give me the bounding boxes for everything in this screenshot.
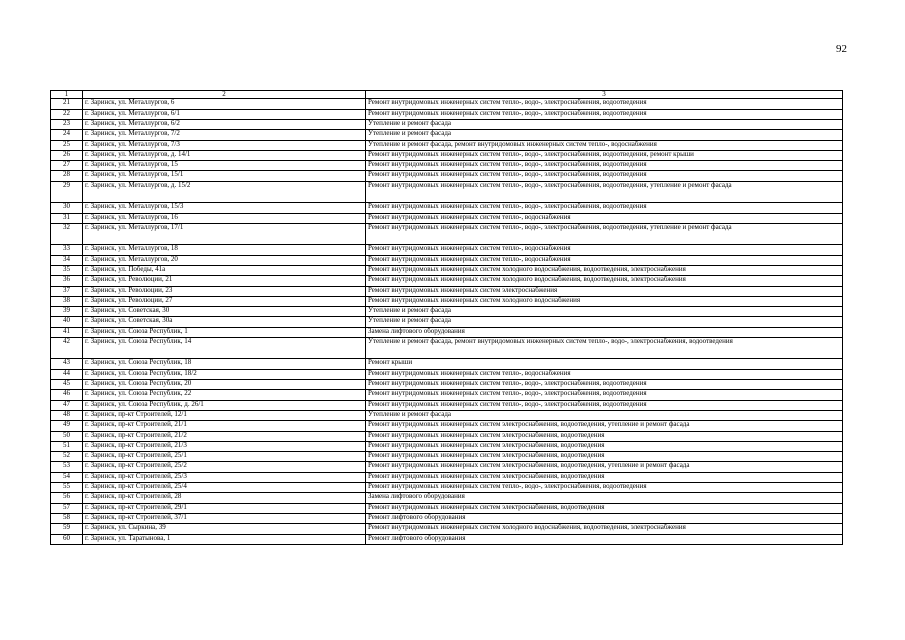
row-work: Ремонт внутридомовых инженерных систем холодного водоснабжения, водоотведения, электроснабжения [366,276,843,286]
table-row [51,441,843,451]
table-row [51,296,843,306]
row-work: Ремонт внутридомовых инженерных систем тепло-, водо-, электроснабжения, водоотведения [366,99,843,109]
row-work: Утепление и ремонт фасада [366,317,843,327]
table-row [51,400,843,410]
table-row [51,109,843,119]
row-number: 41 [51,327,83,337]
table-row [51,534,843,544]
row-address: г. Заринск, ул. Металлургов, 15/1 [83,171,366,181]
row-work: Ремонт внутридомовых инженерных систем тепло-, водо-, электроснабжения, водоотведения [366,380,843,390]
row-work: Ремонт внутридомовых инженерных систем электроснабжения, водоотведения, утепление и ремонт фасада [366,462,843,472]
row-address: г. Заринск, ул. Революции, 21 [83,276,366,286]
row-number: 59 [51,524,83,534]
row-work: Ремонт внутридомовых инженерных систем тепло-, водо-, электроснабжения, водоотведения, ремонт крыши [366,150,843,160]
row-work: Ремонт внутридомовых инженерных систем тепло-, водоснабжения [366,369,843,379]
row-work: Утепление и ремонт фасада [366,307,843,317]
row-address: г. Заринск, пр-кт Строителей, 37/1 [83,513,366,523]
table-row [51,130,843,140]
row-number: 47 [51,400,83,410]
row-address: г. Заринск, ул. Советская, 30а [83,317,366,327]
row-number: 34 [51,255,83,265]
row-number: 51 [51,441,83,451]
row-address: г. Заринск, пр-кт Строителей, 12/1 [83,410,366,420]
row-address: г. Заринск, ул. Союза Республик, 18/2 [83,369,366,379]
row-address: г. Заринск, ул. Металлургов, 16 [83,213,366,223]
row-number: 33 [51,245,83,255]
row-number: 48 [51,410,83,420]
row-number: 60 [51,534,83,544]
header-col-3: 3 [366,91,843,99]
row-work: Ремонт лифтового оборудования [366,513,843,523]
row-work: Ремонт внутридомовых инженерных систем холодного водоснабжения [366,296,843,306]
row-number: 43 [51,359,83,369]
row-number: 29 [51,181,83,203]
row-work: Утепление и ремонт фасада [366,130,843,140]
row-number: 58 [51,513,83,523]
table-row [51,359,843,369]
row-number: 42 [51,337,83,359]
row-address: г. Заринск, ул. Союза Республик, 20 [83,380,366,390]
row-number: 23 [51,119,83,129]
row-number: 37 [51,286,83,296]
row-address: г. Заринск, ул. Союза Республик, 18 [83,359,366,369]
table-row [51,524,843,534]
row-work: Ремонт внутридомовых инженерных систем тепло-, водо-, электроснабжения, водоотведения, утепление и ремонт фасада [366,223,843,245]
row-number: 27 [51,161,83,171]
row-address: г. Заринск, ул. Революции, 27 [83,296,366,306]
row-work: Ремонт внутридомовых инженерных систем тепло-, водоснабжения [366,255,843,265]
row-number: 44 [51,369,83,379]
row-number: 45 [51,380,83,390]
row-work: Ремонт внутридомовых инженерных систем тепло-, водо-, электроснабжения, водоотведения [366,161,843,171]
table-row [51,513,843,523]
row-work: Ремонт внутридомовых инженерных систем тепло-, водоснабжения [366,213,843,223]
row-work: Ремонт внутридомовых инженерных систем тепло-, водо-, электроснабжения, водоотведения [366,390,843,400]
row-work: Ремонт внутридомовых инженерных систем электроснабжения, водоотведения, утепление и ремонт фасада [366,421,843,431]
row-work: Ремонт внутридомовых инженерных систем электроснабжения, водоотведения [366,452,843,462]
table-row [51,431,843,441]
table-row [51,327,843,337]
row-number: 50 [51,431,83,441]
row-number: 39 [51,307,83,317]
row-work: Ремонт внутридомовых инженерных систем электроснабжения, водоотведения [366,472,843,482]
row-address: г. Заринск, ул. Сыркина, 39 [83,524,366,534]
row-number: 21 [51,99,83,109]
table-row [51,223,843,245]
row-number: 30 [51,203,83,213]
row-number: 52 [51,452,83,462]
table-row [51,213,843,223]
row-work: Утепление и ремонт фасада [366,119,843,129]
table-row [51,119,843,129]
table-body [51,91,843,545]
table-row [51,181,843,203]
row-address: г. Заринск, ул. Союза Республик, 1 [83,327,366,337]
table-row [51,421,843,431]
row-address: г. Заринск, пр-кт Строителей, 29/1 [83,503,366,513]
row-work: Ремонт внутридомовых инженерных систем тепло-, водо-, электроснабжения, водоотведения [366,483,843,493]
row-address: г. Заринск, ул. Металлургов, 17/1 [83,223,366,245]
table-row [51,265,843,275]
row-work: Утепление и ремонт фасада, ремонт внутридомовых инженерных систем тепло-, водо-, электроснабжения, водоотведения [366,337,843,359]
row-address: г. Заринск, пр-кт Строителей, 28 [83,493,366,503]
table-row [51,317,843,327]
row-number: 46 [51,390,83,400]
row-number: 54 [51,472,83,482]
table-row [51,150,843,160]
row-address: г. Заринск, ул. Союза Республик, 14 [83,337,366,359]
row-work: Ремонт внутридомовых инженерных систем тепло-, водо-, электроснабжения, водоотведения [366,171,843,181]
row-address: г. Заринск, ул. Металлургов, д. 14/1 [83,150,366,160]
row-number: 35 [51,265,83,275]
row-work: Замена лифтового оборудования [366,327,843,337]
table-row [51,337,843,359]
row-address: г. Заринск, пр-кт Строителей, 25/2 [83,462,366,472]
row-address: г. Заринск, ул. Металлургов, 18 [83,245,366,255]
row-address: г. Заринск, ул. Советская, 30 [83,307,366,317]
row-address: г. Заринск, ул. Металлургов, 20 [83,255,366,265]
row-work: Ремонт внутридомовых инженерных систем тепло-, водоснабжения [366,245,843,255]
row-work: Ремонт внутридомовых инженерных систем холодного водоснабжения, водоотведения, электроснабжения [366,265,843,275]
table-header-row [51,91,843,99]
row-number: 53 [51,462,83,472]
table-row [51,140,843,150]
row-work: Ремонт внутридомовых инженерных систем тепло-, водо-, электроснабжения, водоотведения [366,203,843,213]
table-row [51,99,843,109]
row-address: г. Заринск, ул. Таратынова, 1 [83,534,366,544]
row-work: Ремонт внутридомовых инженерных систем электроснабжения, водоотведения [366,431,843,441]
table-row [51,390,843,400]
table-row [51,493,843,503]
table-row [51,380,843,390]
table-row [51,276,843,286]
row-number: 40 [51,317,83,327]
table-row [51,483,843,493]
table-row [51,462,843,472]
row-number: 25 [51,140,83,150]
table-row [51,286,843,296]
row-address: г. Заринск, ул. Победы, 41а [83,265,366,275]
row-address: г. Заринск, пр-кт Строителей, 21/2 [83,431,366,441]
works-table [50,90,843,545]
header-col-2: 2 [83,91,366,99]
row-number: 32 [51,223,83,245]
row-address: г. Заринск, ул. Металлургов, 15/3 [83,203,366,213]
row-address: г. Заринск, пр-кт Строителей, 21/1 [83,421,366,431]
row-work: Ремонт внутридомовых инженерных систем электроснабжения, водоотведения [366,503,843,513]
row-number: 55 [51,483,83,493]
row-work: Ремонт крыши [366,359,843,369]
row-work: Утепление и ремонт фасада [366,410,843,420]
table-row [51,171,843,181]
row-work: Ремонт внутридомовых инженерных систем холодного водоснабжения, водоотведения, электроснабжения [366,524,843,534]
page-number: 92 [836,43,847,55]
row-number: 24 [51,130,83,140]
table-row [51,452,843,462]
row-number: 31 [51,213,83,223]
row-address: г. Заринск, пр-кт Строителей, 25/1 [83,452,366,462]
row-work: Ремонт внутридомовых инженерных систем электроснабжения [366,286,843,296]
table-row [51,307,843,317]
table-row [51,472,843,482]
row-work: Замена лифтового оборудования [366,493,843,503]
table-row [51,203,843,213]
table-row [51,161,843,171]
row-number: 49 [51,421,83,431]
table-row [51,255,843,265]
row-work: Ремонт лифтового оборудования [366,534,843,544]
row-address: г. Заринск, ул. Металлургов, 6/1 [83,109,366,119]
row-number: 38 [51,296,83,306]
row-address: г. Заринск, ул. Революции, 23 [83,286,366,296]
row-work: Ремонт внутридомовых инженерных систем тепло-, водо-, электроснабжения, водоотведения [366,109,843,119]
row-number: 28 [51,171,83,181]
row-address: г. Заринск, ул. Союза Республик, д. 26/1 [83,400,366,410]
table-row [51,245,843,255]
row-number: 22 [51,109,83,119]
row-work: Ремонт внутридомовых инженерных систем тепло-, водо-, электроснабжения, водоотведения, утепление и ремонт фасада [366,181,843,203]
row-address: г. Заринск, пр-кт Строителей, 25/3 [83,472,366,482]
row-address: г. Заринск, ул. Металлургов, д. 15/2 [83,181,366,203]
row-work: Ремонт внутридомовых инженерных систем тепло-, водо-, электроснабжения, водоотведения [366,400,843,410]
table-row [51,410,843,420]
table-row [51,503,843,513]
table-row [51,369,843,379]
row-number: 26 [51,150,83,160]
header-col-1: 1 [51,91,83,99]
row-work: Ремонт внутридомовых инженерных систем электроснабжения, водоотведения [366,441,843,451]
row-address: г. Заринск, ул. Металлургов, 6/2 [83,119,366,129]
row-number: 56 [51,493,83,503]
row-address: г. Заринск, ул. Металлургов, 7/3 [83,140,366,150]
row-number: 57 [51,503,83,513]
row-address: г. Заринск, пр-кт Строителей, 21/3 [83,441,366,451]
row-address: г. Заринск, пр-кт Строителей, 25/4 [83,483,366,493]
row-address: г. Заринск, ул. Союза Республик, 22 [83,390,366,400]
row-address: г. Заринск, ул. Металлургов, 7/2 [83,130,366,140]
row-number: 36 [51,276,83,286]
row-address: г. Заринск, ул. Металлургов, 15 [83,161,366,171]
row-work: Утепление и ремонт фасада, ремонт внутридомовых инженерных систем тепло-, водоснабжения [366,140,843,150]
row-address: г. Заринск, ул. Металлургов, 6 [83,99,366,109]
